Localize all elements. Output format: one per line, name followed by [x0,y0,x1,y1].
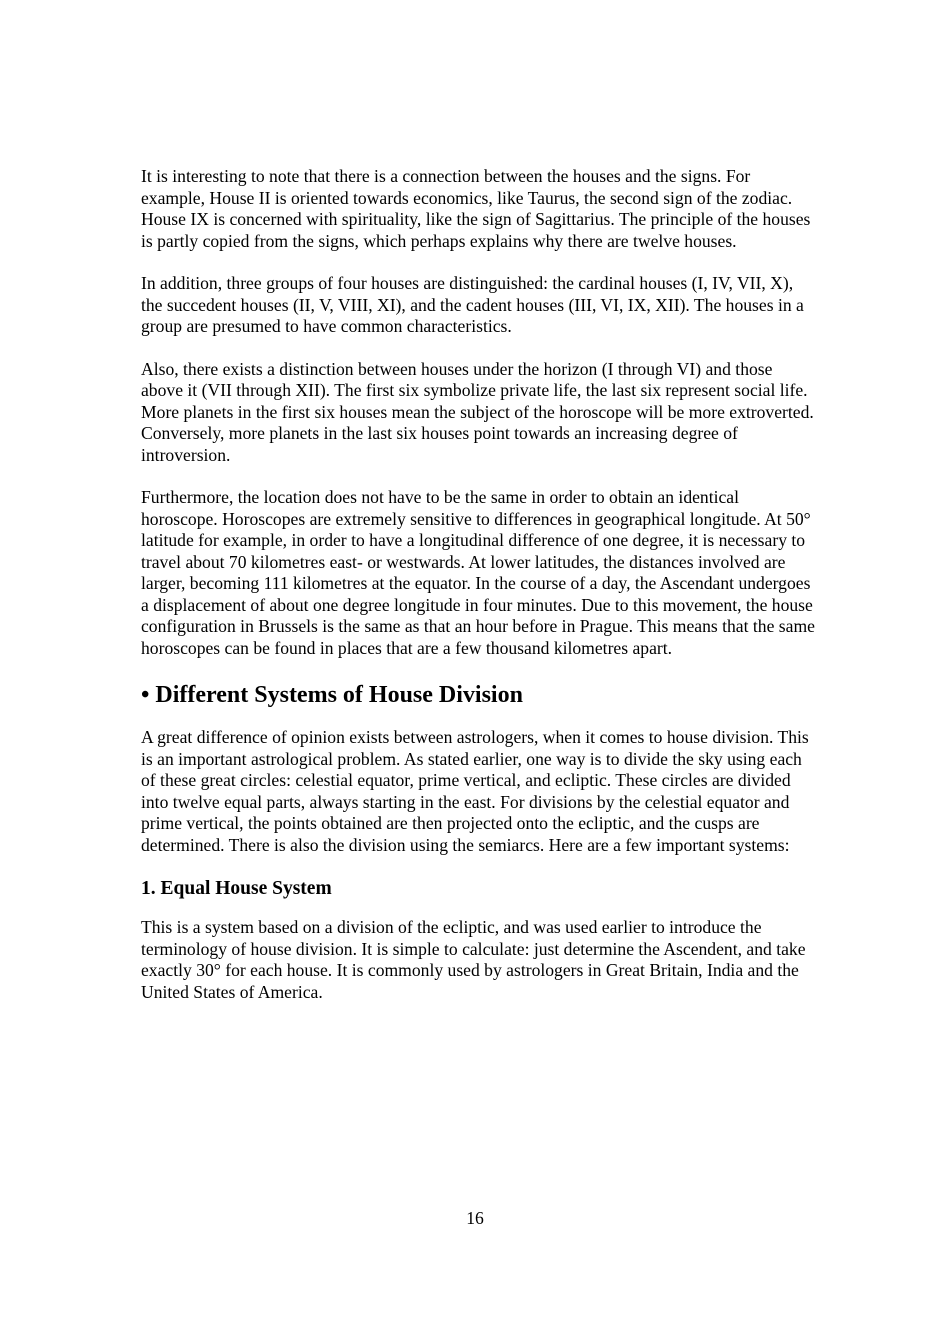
paragraph-horizon-distinction: Also, there exists a distinction between houses under the horizon (I through VI) and those above it (VII through XII). The first six symbolize private life, the last six represent social life. More planets in the first six houses mean the subject of the horoscope will be more extroverted. Conversely, more planets in the last six houses point towards an increasing degree of introversion. [141,358,814,465]
paragraph-house-division-opinions: A great difference of opinion exists between astrologers, when it comes to house division. This is an important astrological problem. As stated earlier, one way is to divide the sky using each of these great circles: celestial equator, prime vertical, and ecliptic. These circles are divided into twelve equal parts, always starting in the east. For divisions by the celestial equator and prime vertical, the points obtained are then projected onto the ecliptic, and the cusps are determined. There is also the division using the semiarcs. Here are a few important systems: [141,727,809,855]
bullet-glyph: • [141,682,150,708]
section-heading [141,680,816,710]
paragraph-house-groups: In addition, three groups of four houses are distinguished: the cardinal houses (I, IV, VII, X), the succedent houses (II, V, VIII, XI), and the cadent houses (III, VI, IX, XII). The houses in a group are presumed to have common characteristics. [141,273,804,336]
paragraph-longitude-sensitivity: Furthermore, the location does not have to be the same in order to obtain an identical horoscope. Horoscopes are extremely sensitive to differences in geographical longitude. At 50° latitude for example, in order to have a longitudinal difference of one degree, it is necessary to travel about 70 kilometres east- or westwards. At lower latitudes, the distances involved are larger, becoming 111 kilometres at the equator. In the course of a day, the Ascendant undergoes a displacement of about one degree longitude in four minutes. Due to this movement, the house configuration in Brussels is the same as that an hour before in Prague. This means that the same horoscopes can be found in places that are a few thousand kilometres apart. [141,487,815,658]
subsection-heading: 1. Equal House System [141,878,332,899]
paragraph-equal-house-system: This is a system based on a division of the ecliptic, and was used earlier to introduce the terminology of house division. It is simple to calculate: just determine the Ascendent, and take exactly 30° for each house. It is commonly used by astrologers in Great Britain, India and the United States of America. [141,917,806,1002]
paragraph-houses-signs: It is interesting to note that there is a connection between the houses and the signs. For example, House II is oriented towards economics, like Taurus, the second sign of the zodiac. House IX is concerned with spirituality, like the sign of Sagittarius. The principle of the houses is partly copied from the signs, which perhaps explains why there are twelve houses. [141,166,811,251]
page-number: 16 [466,1208,484,1228]
section-heading-text: Different Systems of House Division [155,682,523,708]
page-body [141,166,816,1024]
